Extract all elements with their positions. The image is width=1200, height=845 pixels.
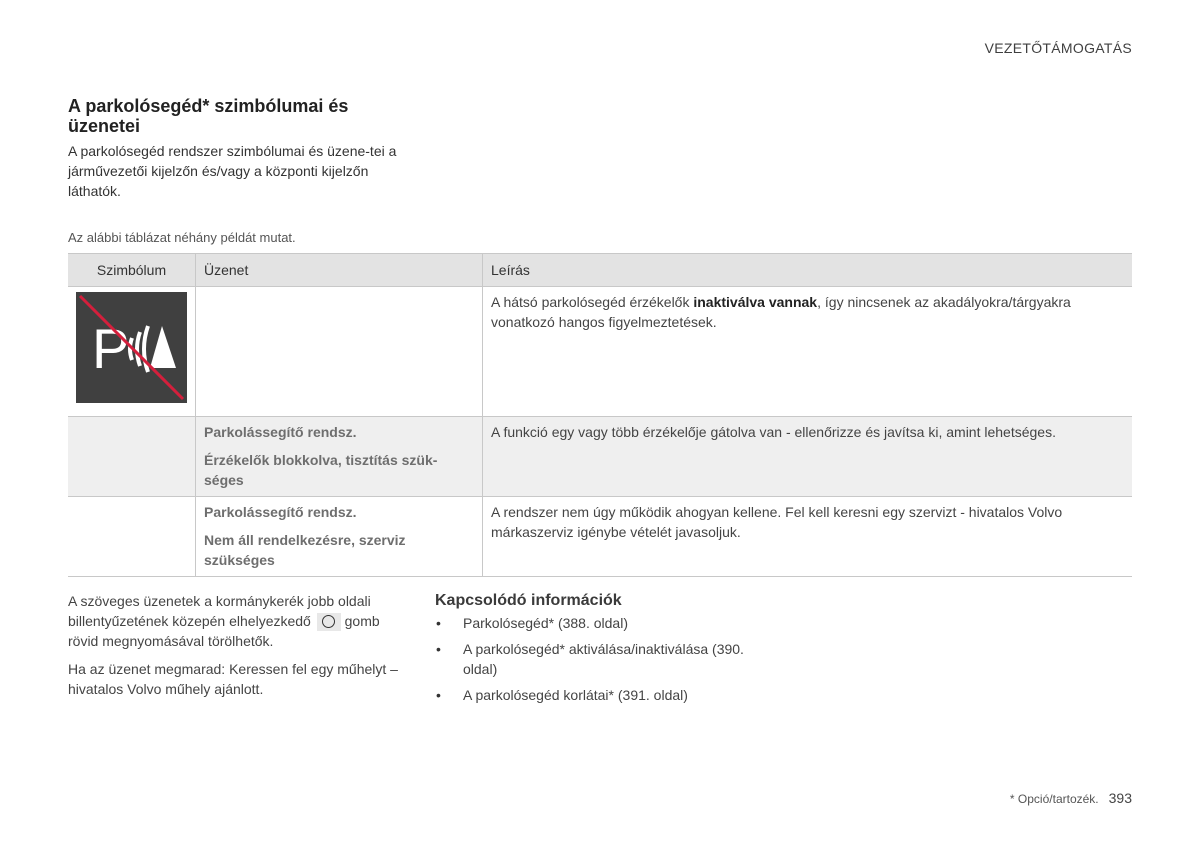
bullet-icon: • — [436, 615, 441, 631]
footnote-text: * Opció/tartozék. — [1009, 792, 1099, 806]
description-cell: A funkció egy vagy több érzékelője gátolva van - ellenőrizze és javítsa ki, amint lehetséges. — [483, 417, 1133, 497]
table-caption: Az alábbi táblázat néhány példát mutat. — [68, 230, 296, 245]
intro-text: A parkolósegéd rendszer szimbólumai és üzene-tei a járművezetői kijelzőn és/vagy a központi kijelzőn láthatók. — [68, 143, 397, 199]
symbol-cell — [68, 497, 196, 577]
related-link[interactable]: • A parkolósegéd korlátai* (391. oldal) — [436, 687, 688, 703]
message-cell — [196, 417, 483, 497]
message-title: Parkolássegítő rendsz. — [204, 504, 357, 520]
column-header-symbol: Szimbólum — [68, 254, 196, 287]
table-row — [68, 287, 1132, 417]
column-header-message: Üzenet — [196, 254, 483, 287]
symbol-cell — [68, 417, 196, 497]
note-clear-message: A szöveges üzenetek a kormánykerék jobb oldali billentyűzetének közepén elhelyezkedő gomb rövid megnyomásával törölhetők. — [68, 593, 380, 650]
description-cell: A rendszer nem úgy működik ahogyan kellene. Fel kell keresni egy szervizt - hivatalos Volvo márkaszerviz igénybe vételét javasoljuk. — [483, 497, 1133, 577]
related-info-list — [435, 613, 755, 705]
parking-sensor-disabled-icon — [76, 292, 187, 403]
svg-text:P: P — [92, 317, 130, 380]
page-number: 393 — [1108, 790, 1132, 806]
message-detail: Érzékelők blokkolva, tisztítás szük-séges — [204, 452, 438, 488]
description-emphasis: inaktiválva vannak — [693, 294, 818, 310]
notes-column — [68, 591, 398, 707]
table-row — [68, 417, 1132, 497]
message-cell — [196, 287, 483, 417]
message-title: Parkolássegítő rendsz. — [204, 424, 357, 440]
related-link[interactable]: • A parkolósegéd* aktiválása/inaktiválása (390. oldal) — [436, 641, 744, 677]
page-title: A parkolósegéd* szimbólumai és üzenetei — [68, 96, 349, 136]
related-info — [435, 591, 755, 711]
message-detail: Nem áll rendelkezésre, szerviz szükséges — [204, 532, 406, 568]
table-header-row — [68, 254, 1132, 287]
description-cell: A hátsó parkolósegéd érzékelők inaktiválva vannak, így nincsenek az akadályokra/tárgyakra vonatkozó hangos figyelmeztetések. — [483, 287, 1133, 417]
ok-button-icon — [317, 613, 341, 631]
column-header-description: Leírás — [483, 254, 1133, 287]
related-link[interactable]: • Parkolósegéd* (388. oldal) — [436, 615, 628, 631]
symbols-table — [68, 253, 1132, 577]
table-row — [68, 497, 1132, 577]
section-header: VEZETŐTÁMOGATÁS — [984, 40, 1132, 56]
footer — [1010, 790, 1132, 806]
message-cell — [196, 497, 483, 577]
bullet-icon: • — [436, 687, 441, 703]
bullet-icon: • — [436, 641, 441, 657]
note-persisting-message: Ha az üzenet megmarad: Keressen fel egy műhelyt – hivatalos Volvo műhely ajánlott. — [68, 661, 398, 698]
symbol-cell — [68, 287, 196, 417]
related-info-title: Kapcsolódó információk — [435, 592, 622, 609]
